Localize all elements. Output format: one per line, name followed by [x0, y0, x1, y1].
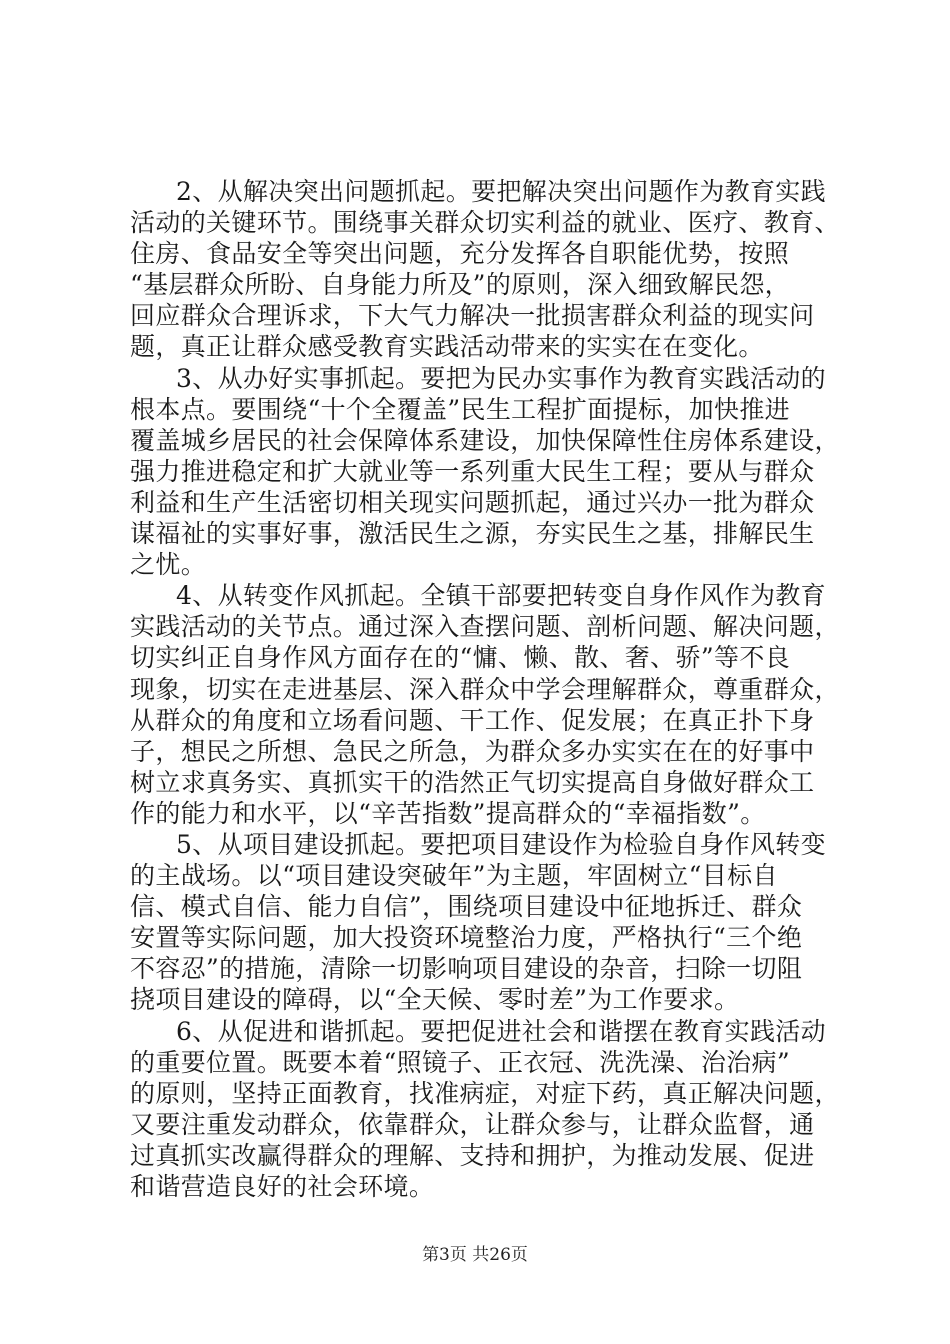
text-line: 切实纠正自身作风方面存在的“慵、懒、散、奢、骄”等不良	[130, 643, 791, 673]
paragraph	[130, 1016, 842, 1203]
text-line: 从群众的角度和立场看问题、干工作、促发展；在真正扑下身	[130, 705, 815, 735]
text-line: 子，想民之所想、急民之所急，为群众多办实实在在的好事中	[130, 736, 815, 766]
text-line: 不容忍”的措施，清除一切影响项目建设的杂音，扫除一切阻	[130, 954, 803, 984]
text-line: 现象，切实在走进基层、深入群众中学会理解群众，尊重群众，	[130, 674, 840, 704]
page-footer: 第3页 共26页	[422, 1245, 528, 1265]
text-line: 的主战场。以“项目建设突破年”为主题，牢固树立“目标自	[130, 861, 778, 891]
text-line: 强力推进稳定和扩大就业等一系列重大民生工程；要从与群众	[130, 456, 815, 486]
text-line: 作的能力和水平，以“辛苦指数”提高群众的“幸福指数”。	[130, 798, 766, 828]
text-line: 的重要位置。既要本着“照镜子、正衣冠、洗洗澡、治治病”	[130, 1047, 791, 1077]
text-line: 根本点。要围绕“十个全覆盖”民生工程扩面提标，加快推进	[130, 394, 791, 424]
text-line: 谋福祉的实事好事，激活民生之源，夯实民生之基，排解民生	[130, 519, 815, 549]
text-line: 的原则，坚持正面教育，找准病症，对症下药，真正解决问题，	[130, 1078, 840, 1108]
text-line: 挠项目建设的障碍，以“全天候、零时差”为工作要求。	[130, 985, 740, 1015]
text-line: 回应群众合理诉求，下大气力解决一批损害群众利益的现实问	[130, 301, 815, 331]
paragraph	[130, 363, 842, 581]
document-body	[130, 176, 842, 1202]
text-line: 住房、食品安全等突出问题，充分发挥各自职能优势，按照	[130, 239, 790, 269]
text-line: 又要注重发动群众，依靠群众，让群众参与，让群众监督，通	[130, 1109, 815, 1139]
text-line: 5、从项目建设抓起。要把项目建设作为检验自身作风转变	[176, 829, 827, 859]
text-line: 题，真正让群众感受教育实践活动带来的实实在在变化。	[130, 332, 764, 362]
text-line: “基层群众所盼、自身能力所及”的原则，深入细致解民怨，	[130, 270, 791, 300]
text-line: 实践活动的关节点。通过深入查摆问题、剖析问题、解决问题，	[130, 612, 840, 642]
text-line: 过真抓实改赢得群众的理解、支持和拥护，为推动发展、促进	[130, 1140, 815, 1170]
text-line: 树立求真务实、真抓实干的浩然正气切实提高自身做好群众工	[130, 767, 815, 797]
text-line: 和谐营造良好的社会环境。	[130, 1172, 435, 1201]
text-line: 之忧。	[130, 550, 207, 580]
text-line: 6、从促进和谐抓起。要把促进社会和谐摆在教育实践活动	[176, 1016, 827, 1046]
paragraph	[130, 829, 842, 1016]
text-line: 覆盖城乡居民的社会保障体系建设，加快保障性住房体系建设，	[130, 425, 840, 455]
text-line: 2、从解决突出问题抓起。要把解决突出问题作为教育实践	[176, 177, 827, 206]
text-line: 利益和生产生活密切相关现实问题抓起，通过兴办一批为群众	[130, 487, 815, 517]
text-line: 3、从办好实事抓起。要把为民办实事作为教育实践活动的	[176, 363, 827, 393]
paragraph	[130, 580, 842, 829]
text-line: 活动的关键环节。围绕事关群众切实利益的就业、医疗、教育、	[130, 208, 840, 238]
paragraph	[130, 176, 842, 363]
text-line: 信、模式自信、能力自信”，围绕项目建设中征地拆迁、群众	[130, 892, 803, 922]
text-line: 4、从转变作风抓起。全镇干部要把转变自身作风作为教育	[176, 581, 827, 611]
text-line: 安置等实际问题，加大投资环境整治力度，严格执行“三个绝	[130, 923, 803, 953]
